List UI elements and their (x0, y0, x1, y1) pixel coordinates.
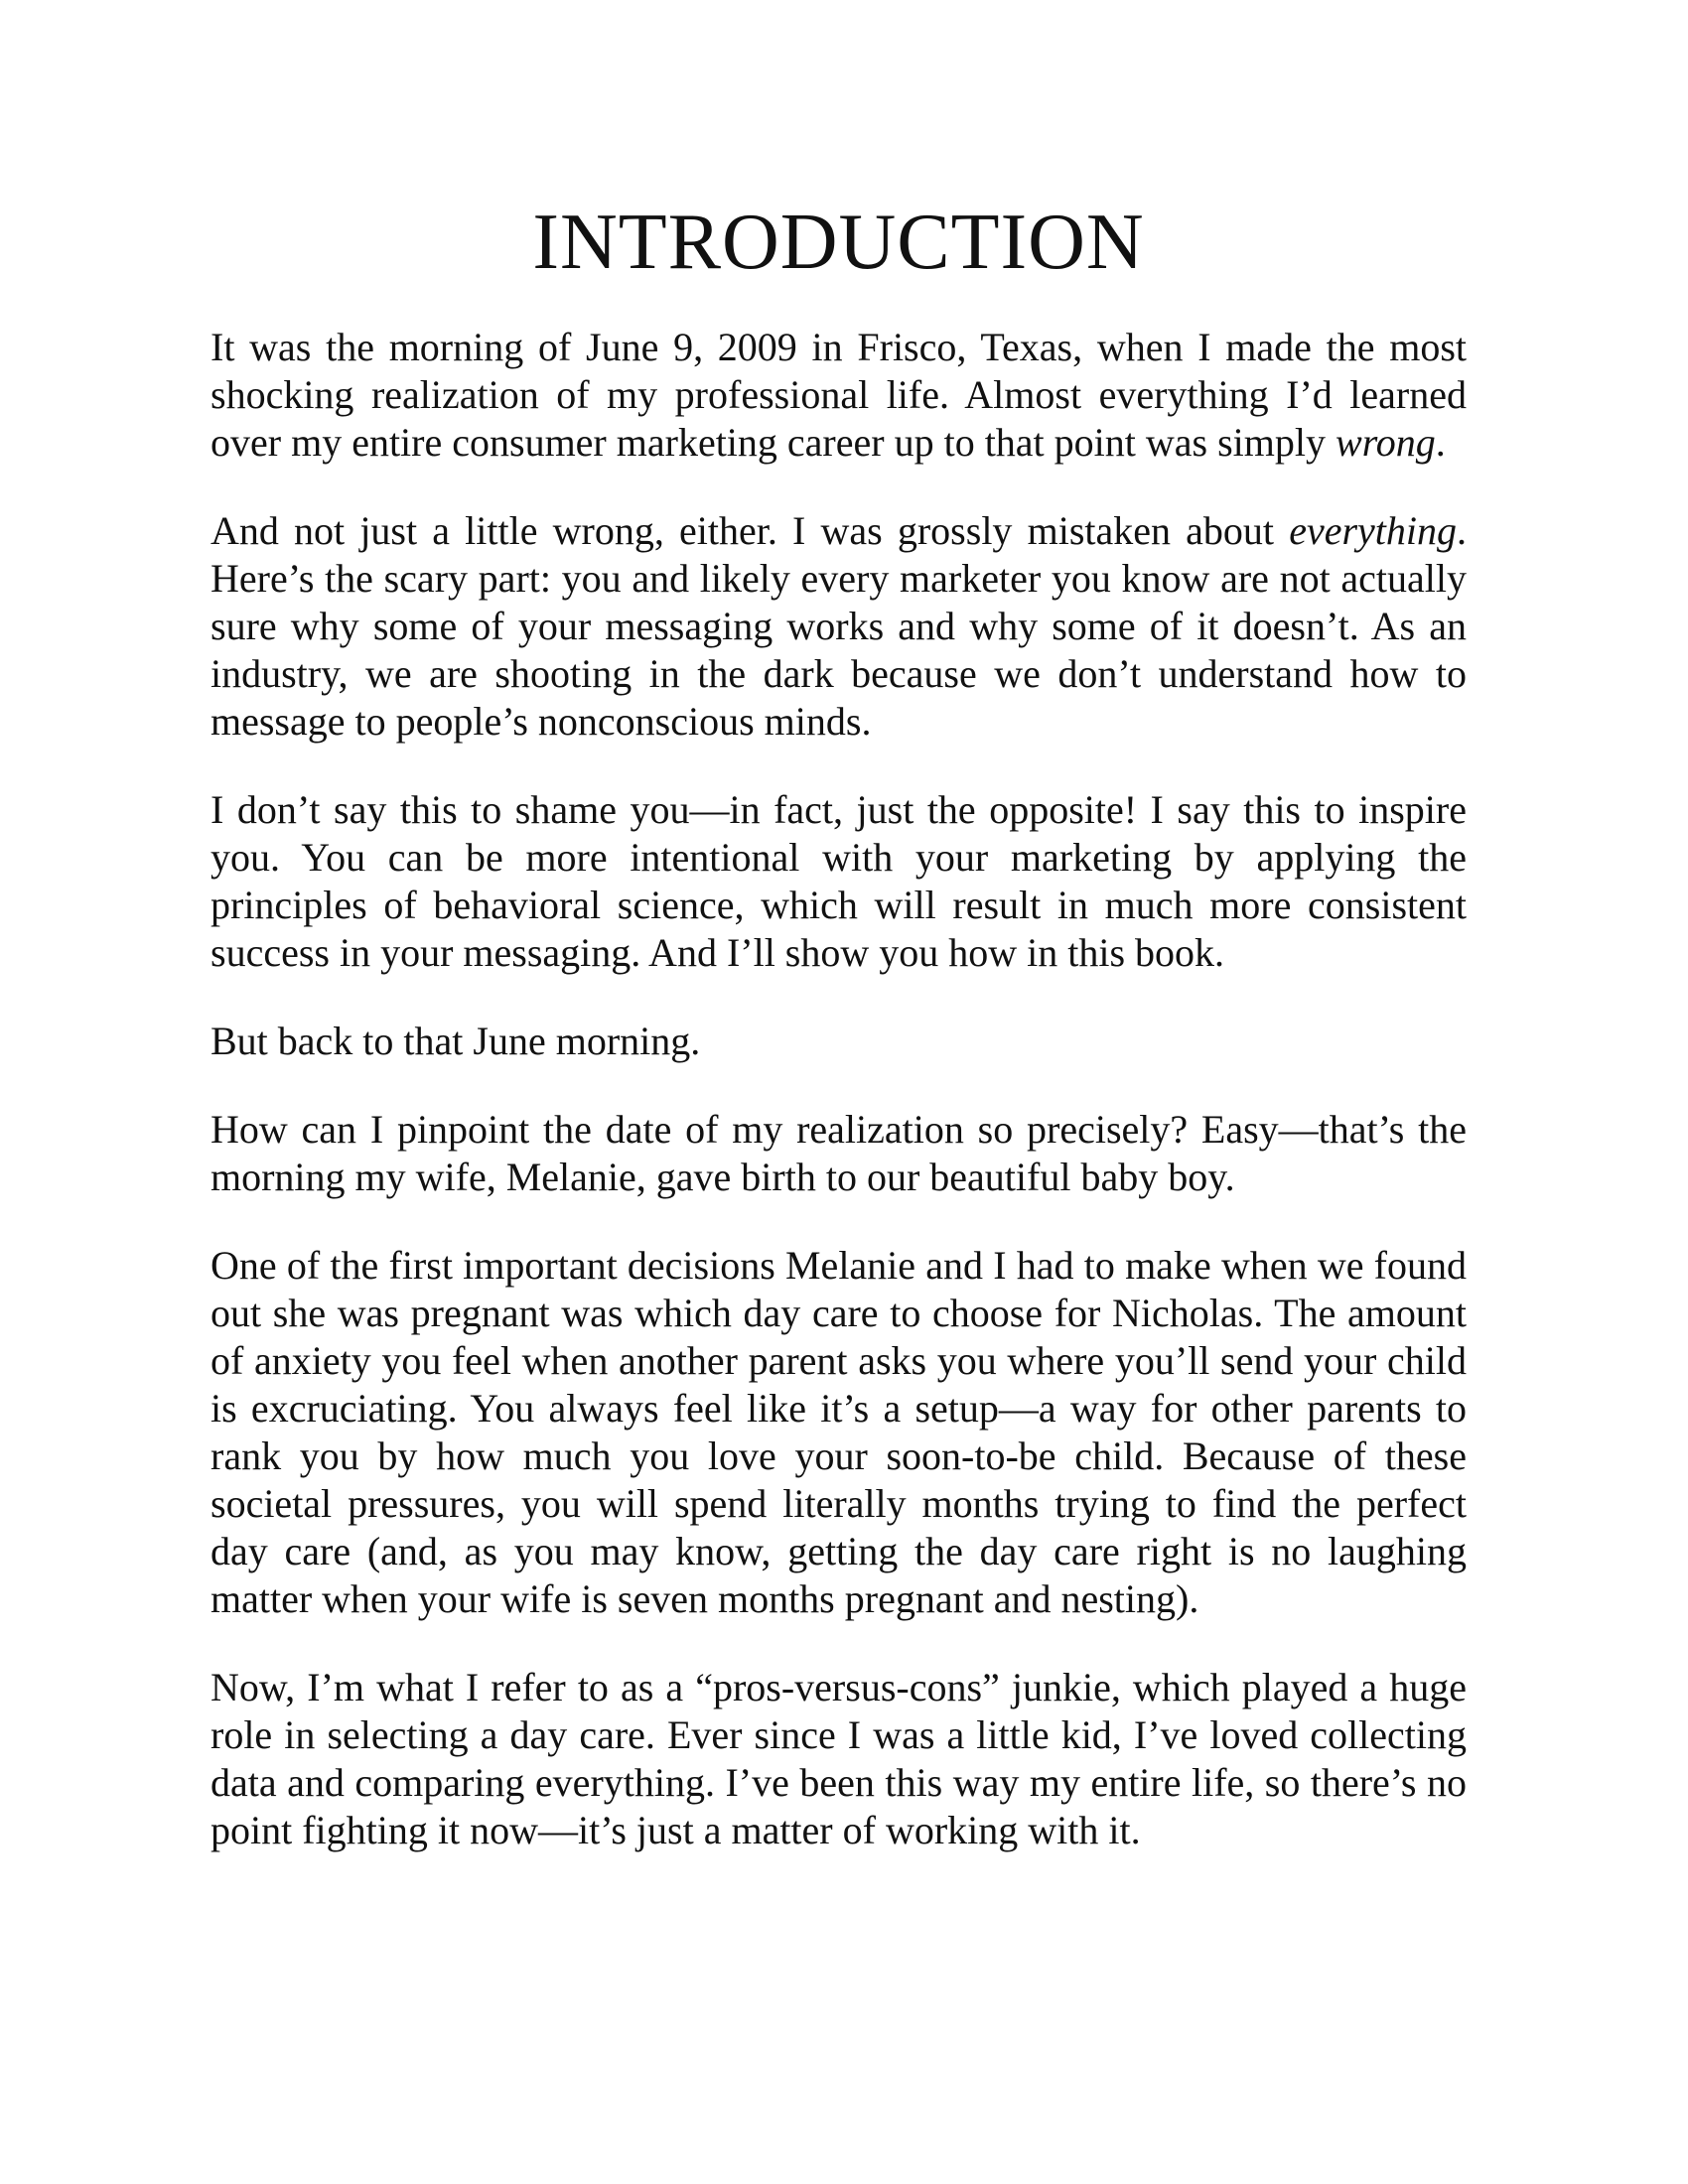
paragraph-5 (211, 1106, 1467, 1201)
text-segment: How can I pinpoint the date of my realization so precisely? Easy—that’s the morning my wife, Melanie, gave birth to our beautiful baby boy. (211, 1107, 1467, 1199)
text-segment: . (1435, 420, 1446, 465)
text-segment: Now, I’m what I refer to as a “pros-versus-cons” junkie, which played a huge role in selecting a day care. Ever since I was a little kid, I’ve loved collecting data and comparing everything. I’ve been this way my entire life, so there’s no point fighting it now—it’s just a matter of working with it. (211, 1665, 1467, 1852)
text-segment: It was the morning of June 9, 2009 in Frisco, Texas, when I made the most shocking realization of my professional life. Almost everything I’d learned over my entire consumer marketing career up to that point was simply (211, 325, 1467, 465)
text-segment: . Here’s the scary part: you and likely every marketer you know are not actually sure why some of your messaging works and why some of it doesn’t. As an industry, we are shooting in the dark because we don’t understand how to message to people’s nonconscious minds. (211, 508, 1467, 744)
text-segment: But back to that June morning. (211, 1019, 701, 1063)
italic-segment: everything (1289, 508, 1457, 553)
paragraph-2 (211, 507, 1467, 746)
paragraph-1 (211, 324, 1467, 467)
paragraph-4 (211, 1018, 1467, 1065)
paragraph-7 (211, 1664, 1467, 1854)
document-page (211, 199, 1467, 1895)
text-segment: One of the first important decisions Melanie and I had to make when we found out she was pregnant was which day care to choose for Nicholas. The amount of anxiety you feel when another parent asks you where you’ll send your child is excruciating. You always feel like it’s a setup—a way for other parents to rank you by how much you love your soon-to-be child. Because of these societal pressures, you will spend literally months trying to find the perfect day care (and, as you may know, getting the day care right is no laughing matter when your wife is seven months pregnant and nesting). (211, 1243, 1467, 1621)
italic-segment: wrong (1336, 420, 1436, 465)
paragraph-3 (211, 786, 1467, 977)
text-segment: I don’t say this to shame you—in fact, just the opposite! I say this to inspire you. You can be more intentional with your marketing by applying the principles of behavioral science, which will result in much more consistent success in your messaging. And I’ll show you how in this book. (211, 787, 1467, 975)
text-segment: And not just a little wrong, either. I was grossly mistaken about (211, 508, 1290, 553)
paragraph-6 (211, 1242, 1467, 1623)
chapter-title: INTRODUCTION (532, 199, 1145, 286)
